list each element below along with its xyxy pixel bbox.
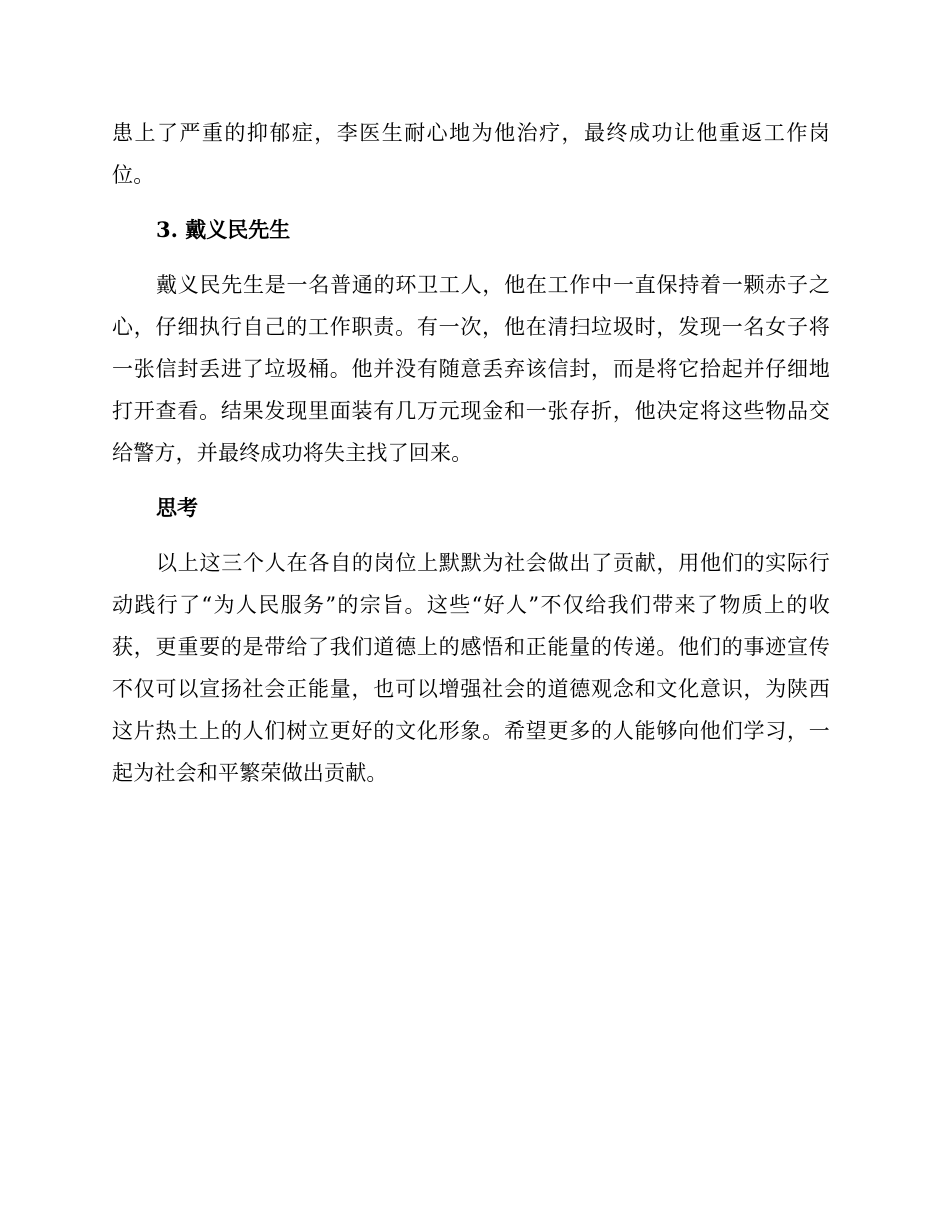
continued-paragraph: 患上了严重的抑郁症，李医生耐心地为他治疗，最终成功让他重返工作岗位。 [112,121,830,187]
reflection-heading: 思考 [156,495,198,520]
section-3-paragraph: 戴义民先生是一名普通的环卫工人，他在工作中一直保持着一颗赤子之心，仔细执行自己的工作职责。有一次，他在清扫垃圾时，发现一名女子将一张信封丢进了垃圾桶。他并没有随意丢弃该信封，而是将它拾起并仔细地打开查看。结果发现里面装有几万元现金和一张存折，他决定将这些物品交给警方，并最终成功将失主找了回来。 [112,273,830,465]
reflection-paragraph: 以上这三个人在各自的岗位上默默为社会做出了贡献，用他们的实际行动践行了“为人民服务”的宗旨。这些“好人”不仅给我们带来了物质上的收获，更重要的是带给了我们道德上的感悟和正能量的传递。他们的事迹宣传不仅可以宣扬社会正能量，也可以增强社会的道德观念和文化意识，为陕西这片热土上的人们树立更好的文化形象。希望更多的人能够向他们学习，一起为社会和平繁荣做出贡献。 [112,551,830,785]
document-page [112,112,830,794]
section-3-heading: 3. 戴义民先生 [156,217,291,242]
